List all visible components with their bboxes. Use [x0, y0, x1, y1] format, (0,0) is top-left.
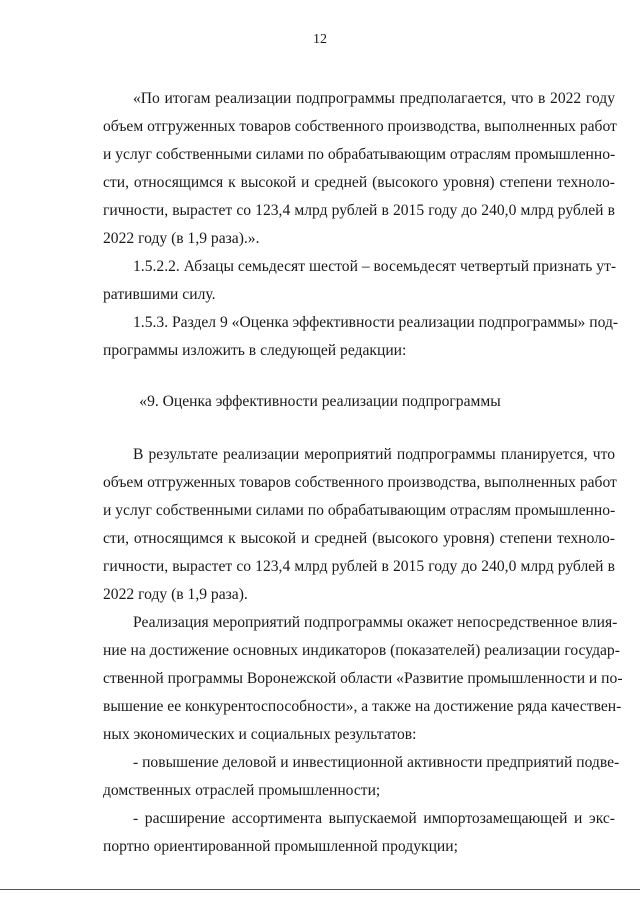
text-line: 1.5.3. Раздел 9 «Оценка эффективности реализации подпрограммы» под- [133, 314, 619, 331]
text-line: и услуг собственными силами по обрабатывающим отраслям промышленно- [103, 502, 616, 519]
text-line: Реализация мероприятий подпрограммы окажет непосредственное влия- [133, 614, 618, 631]
text-line: сти, относящимся к высокой и средней (высокого уровня) степени техноло- [103, 530, 615, 547]
list-item-line: домственных отраслей промышленности; [103, 782, 381, 799]
bottom-edge-rule [0, 889, 640, 890]
list-item-line: - расширение ассортимента выпускаемой импортозамещающей и экс- [133, 810, 615, 827]
text-line: гичности, вырастет со 123,4 млрд рублей в 2015 году до 240,0 млрд рублей в [103, 202, 615, 219]
text-line: «По итогам реализации подпрограммы предполагается, что в 2022 году [133, 90, 615, 107]
text-line: программы изложить в следующей редакции: [103, 342, 407, 359]
text-line: объем отгруженных товаров собственного производства, выполненных работ [103, 118, 617, 135]
text-line: ных экономических и социальных результатов: [103, 726, 417, 743]
text-line: В результате реализации мероприятий подпрограммы планируется, что [133, 446, 615, 463]
text-line: ственной программы Воронежской области «Развитие промышленности и по- [103, 670, 623, 687]
text-line: сти, относящимся к высокой и средней (высокого уровня) степени техноло- [103, 174, 615, 191]
text-line: и услуг собственными силами по обрабатывающим отраслям промышленно- [103, 146, 616, 163]
text-line: 1.5.2.2. Абзацы семьдесят шестой – восемьдесят четвертый признать ут- [133, 258, 617, 275]
text-line: вышение ее конкурентоспособности», а также на достижение ряда качествен- [103, 698, 622, 715]
text-line: ратившими силу. [103, 286, 216, 303]
list-item-line: - повышение деловой и инвестиционной активности предприятий подве- [133, 754, 620, 771]
text-line: 2022 году (в 1,9 раза).». [103, 230, 260, 247]
text-line: гичности, вырастет со 123,4 млрд рублей в 2015 году до 240,0 млрд рублей в [103, 558, 615, 575]
section-heading: «9. Оценка эффективности реализации подпрограммы [139, 393, 501, 410]
text-line: объем отгруженных товаров собственного производства, выполненных работ [103, 474, 617, 491]
page-number: 12 [313, 32, 327, 47]
list-item-line: портно ориентированной промышленной продукции; [103, 838, 458, 855]
text-line: 2022 году (в 1,9 раза). [103, 586, 248, 603]
text-line: ние на достижение основных индикаторов (показателей) реализации государ- [103, 642, 620, 659]
